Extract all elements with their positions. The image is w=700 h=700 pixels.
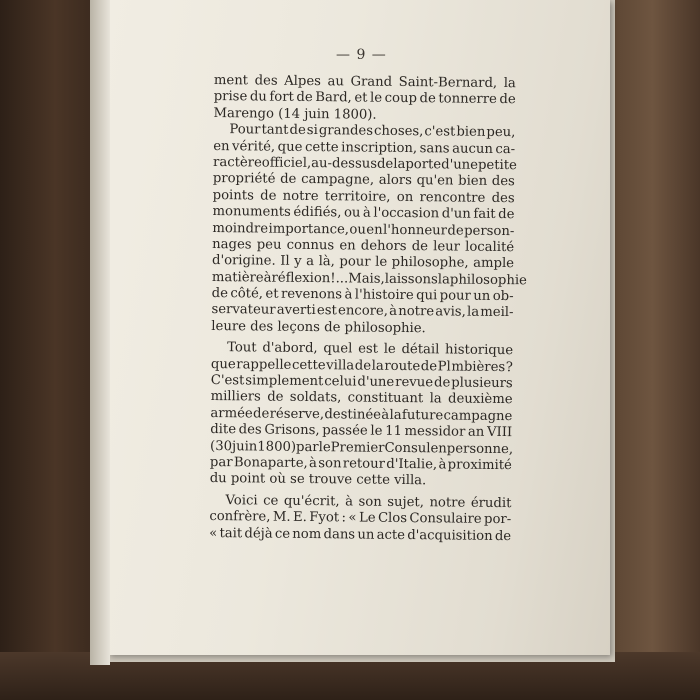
text-line: ment des Alpes au Grand Saint-Bernard, la [213,73,516,92]
text-line: Tout d'abord, quel est le détail historique [227,340,514,359]
text-line: (30 juin 1800) par le Premier Consul en personne, [210,438,514,457]
text-line: leure des leçons de philosophie. [211,318,426,337]
background-right [605,0,700,700]
text-line: par Bonaparte, à son retour d'Italie, à proximité [209,454,512,474]
page-number: — 9 — [336,47,387,63]
text-line: que rappelle cette villa de la route de Pl mbières ? [210,356,513,375]
text-line: points de notre territoire, on rencontre des [212,187,515,206]
page-edge [90,0,110,665]
text-line: moindre importance, ou en l'honneur de person- [212,220,515,239]
text-line: Pour tant de si grandes choses, c'est bien peu, [229,122,516,141]
text-line: ractère officiel, au-dessus de la porte d'une petite [212,154,517,174]
text-line: d'origine. Il y a là, pour le philosophe, ample [211,253,515,272]
text-line: Marengo (14 juin 1800). [213,105,377,123]
text-line: confrère, M. E. Fyot : « Le Clos Consulaire por- [209,509,512,528]
text-line: dite des Grisons, passée le 11 messidor an VIII [210,422,513,441]
background-left [0,0,92,700]
text-line: prise du fort de Bard, et le coup de tonnerre de [213,89,516,108]
text-line: Voici ce qu'écrit, à son sujet, notre érudit [225,492,512,511]
text-line: armée de réserve, destinée à la future campagne [210,405,513,424]
text-line: nages peu connus en dehors de leur localité [212,236,515,256]
text-line: milliers de soldats, constituant la deuxième [210,389,513,408]
text-line: C'est simplement celui d'une revue de plusieurs [210,373,513,392]
body-text [209,73,527,545]
text-line: servateur averti est encore, à notre avis, la meil- [211,302,514,321]
text-line: monuments édifiés, ou à l'occasion d'un fait de [212,204,515,223]
text-line: propriété de campagne, alors qu'en bien des [212,171,515,190]
text-line: de côté, et revenons à l'histoire qui pour un ob- [211,286,514,305]
text-line: matière à réflexion !... Mais, laissons la philosophie [211,269,527,288]
text-line: en vérité, que cette inscription, sans aucun ca- [213,138,516,157]
text-line: du point où se trouve cette villa. [209,471,427,489]
text-line: « tait déjà ce nom dans un acte d'acquisition de [209,525,512,544]
